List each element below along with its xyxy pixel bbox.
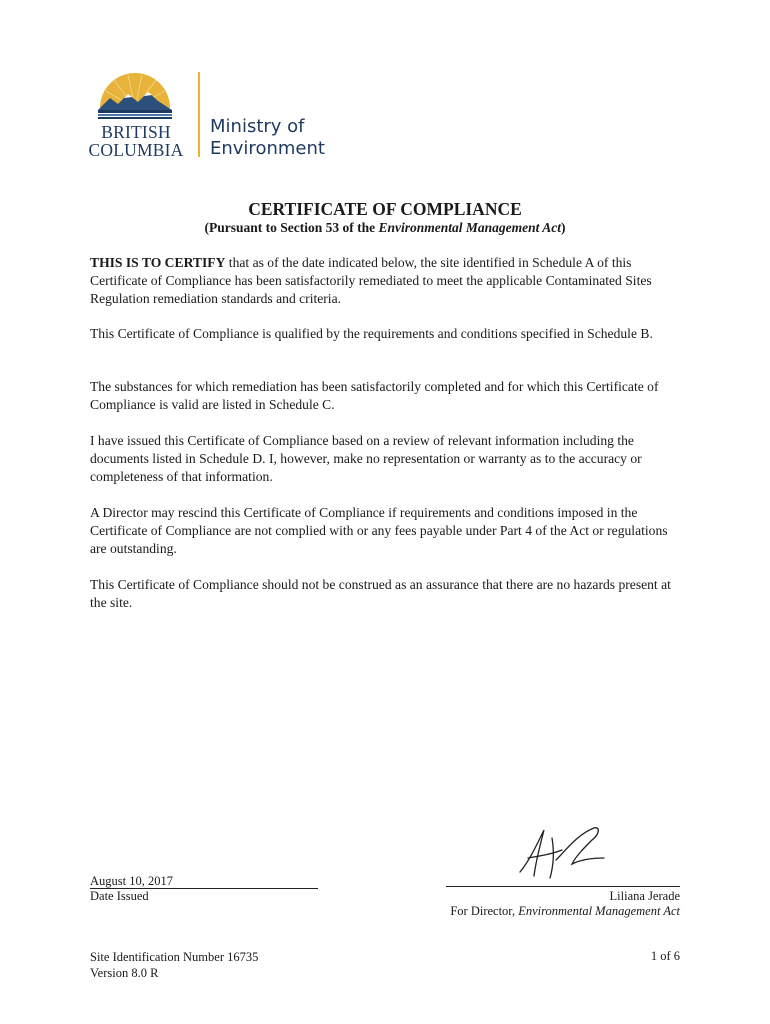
certify-text: that as of the date indicated below, the site identified in Schedule A of this Certificate of Compliance has been satisfactorily remediated to meet the applicable Contaminated Sites Regulation remediation standards and criteria. [90,255,652,307]
ministry-name-line2: Environment [210,138,325,159]
signature-line [446,886,680,887]
footer-left [90,949,258,981]
page-number: 1 of 6 [650,949,680,963]
paragraph-schedule-c-text: The substances for which remediation has been satisfactorily completed and for which this Certificate of Compliance is valid are listed in Schedule C. [90,379,659,413]
paragraph-schedule-b [90,325,684,343]
handwritten-signature [500,820,620,890]
site-identification-number: Site Identification Number 16735 [90,950,259,964]
logo-province-line1: BRITISH [101,122,171,142]
date-issued-label: Date Issued [90,889,149,903]
sun-mountain-emblem-icon [94,68,176,124]
ministry-name-line1: Ministry of [210,116,305,137]
signer-title-act: Environmental Management Act [518,904,680,918]
subtitle-act-name: Environmental Management Act [378,220,562,235]
signer-title [400,904,680,919]
date-issued-value: August 10, 2017 [90,874,318,889]
version-label: Version 8.0 R [90,966,159,980]
signer-name: Liliana Jerade [609,889,680,903]
signer-title-prefix: For Director, [450,904,519,918]
certificate-title: CERTIFICATE OF COMPLIANCE [248,199,522,219]
certificate-subtitle [0,220,770,236]
paragraph-certify [90,254,684,309]
paragraph-rescind [90,504,684,559]
subtitle-prefix: (Pursuant to Section 53 of the [204,220,379,235]
bc-government-logo [86,68,326,160]
logo-divider [198,72,200,157]
paragraph-hazards [90,576,684,612]
paragraph-hazards-text: This Certificate of Compliance should not be construed as an assurance that there are no hazards present at the site. [90,577,671,611]
paragraph-schedule-d-text: I have issued this Certificate of Compliance based on a review of relevant information including the documents listed in Schedule D. I, however, make no representation or warranty as to the accuracy or completeness of that information. [90,433,642,485]
paragraph-schedule-b-text: This Certificate of Compliance is qualified by the requirements and conditions specified in Schedule B. [90,326,653,341]
paragraph-schedule-d [90,432,684,487]
logo-province-line2: COLUMBIA [88,140,184,160]
paragraph-schedule-c [90,378,684,414]
certify-lead: THIS IS TO CERTIFY [90,255,226,270]
subtitle-suffix: ) [561,220,566,235]
paragraph-rescind-text: A Director may rescind this Certificate of Compliance if requirements and conditions imposed in the Certificate of Compliance are not complied with or any fees payable under Part 4 of the Act or regulations are outstanding. [90,505,668,557]
